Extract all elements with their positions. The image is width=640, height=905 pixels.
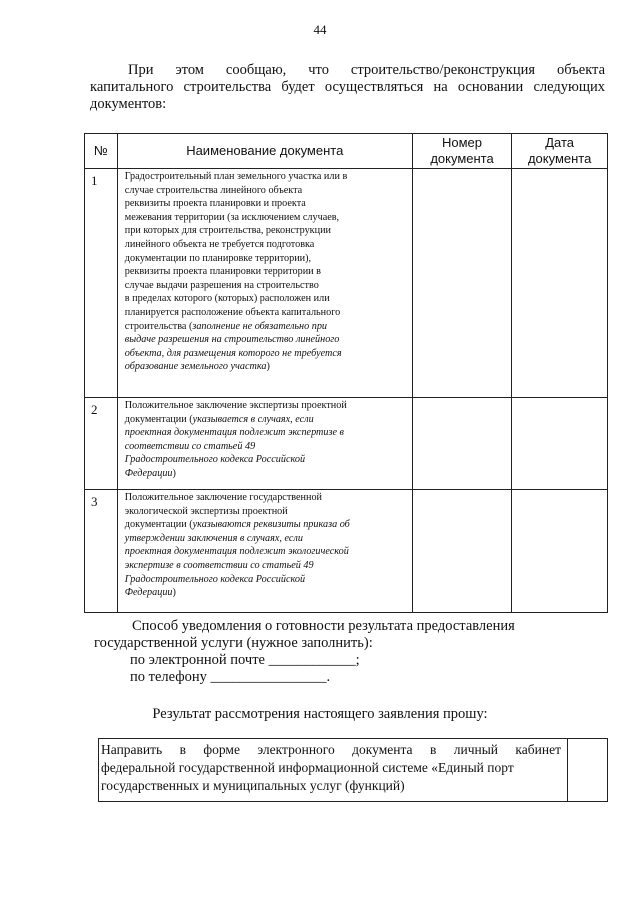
row-text-italic: заполнение не обязательно при [192,320,328,332]
row-text-line: экологической экспертизы проектной [124,505,288,517]
result-option-line-3: государственных и муниципальных услуг (функций) [101,778,405,793]
header-num: № [85,134,118,169]
table-header-row [85,134,608,169]
row-text-italic: утверждении заключения в случаях, если [124,532,303,544]
result-title: Результат рассмотрения настоящего заявления прошу: [152,706,488,722]
row-text-italic: проектная документация подлежит экологической [124,546,349,558]
row-text-italic: Федерации [124,587,173,599]
row-num: 3 [85,490,118,613]
row-text-line [125,573,410,587]
row-document-date[interactable] [512,169,608,398]
row-text-line [125,320,410,334]
row-text-line [125,545,410,559]
intro-line-2: капитального строительства будет осуществляться на основании следующих [90,79,605,95]
row-text-line: реквизиты проекта планировки территории в [124,266,321,278]
row-text-line [125,559,410,573]
notification-section [94,618,544,686]
result-option-text [101,741,561,795]
row-text-italic: указываются реквизиты приказа об [192,519,350,531]
row-text-line: Положительное заключение экспертизы проектной [124,400,347,411]
result-option-line-2: федеральной государственной информационной системе «Единый порт [101,760,514,775]
row-text-plain: ) [172,587,176,599]
row-text-plain: документации ( [124,413,193,425]
notification-line-1: Способ уведомления о готовности результата предоставления [132,618,515,634]
row-num: 1 [85,169,118,398]
documents-table [84,133,608,613]
row-text-italic: Градостроительного кодекса Российской [124,573,306,585]
row-text-line: при которых для строительства, реконструкции [124,225,331,237]
phone-option[interactable]: по телефону ________________. [130,669,331,685]
header-date [512,134,608,169]
row-text-line: Градостроительный план земельного участка или в [124,171,348,182]
header-number-line-2: документа [430,151,494,166]
row-text-line: случае выдачи разрешения на строительство [124,279,319,291]
row-text-italic: экспертизе в соответствии со статьей 49 [124,559,314,571]
row-text-line [125,440,410,454]
row-text-plain: документации ( [124,519,193,531]
row-text-line [125,453,410,467]
row-document-number[interactable] [412,490,512,613]
row-text-italic: Градостроительного кодекса Российской [124,454,306,466]
row-text-line [125,413,410,427]
intro-paragraph [90,62,605,113]
row-text-italic: соответствии со статьей 49 [124,440,256,452]
row-text-italic: указывается в случаях, если [192,413,314,425]
row-text-line: реквизиты проекта планировки и проекта [124,198,306,210]
row-text-line [125,426,410,440]
row-text-line: линейного объекта не требуется подготовка [124,238,315,250]
row-document-name [117,490,412,613]
row-text-line [125,586,410,600]
row-text-line [125,333,410,347]
row-num: 2 [85,398,118,490]
result-option-checkbox[interactable] [567,739,608,801]
row-text-line: планируется расположение объекта капитального [124,306,341,318]
intro-line-1: При этом сообщаю, что строительство/реконструкция объекта [128,62,605,78]
row-text-italic: образование земельного участка [124,361,267,373]
row-text-line: случае строительства линейного объекта [124,184,303,196]
header-number [412,134,512,169]
table-row [85,398,608,490]
row-text-line [125,518,410,532]
row-text-line [125,360,410,374]
header-name: Наименование документа [117,134,412,169]
row-text-line: документации по планировке территории), [124,252,312,264]
row-document-date[interactable] [512,490,608,613]
row-text-plain: строительства ( [124,320,193,332]
row-text-italic: выдаче разрешения на строительство линейного [124,334,340,346]
row-text-plain: ) [266,361,270,373]
row-text-line: в пределах которого (которых) расположен или [124,293,330,305]
row-text-line: Положительное заключение государственной [124,492,322,503]
row-text-line: межевания территории (за исключением случаев, [124,211,340,223]
row-document-date[interactable] [512,398,608,490]
row-text-plain: ) [172,467,176,479]
row-text-italic: проектная документация подлежит экспертизе в [124,427,344,439]
row-text-line [125,467,410,481]
result-option-box [98,738,608,802]
result-option-line-1: Направить в форме электронного документа в личный кабинет [101,742,561,757]
row-document-number[interactable] [412,169,512,398]
table-row [85,490,608,613]
row-text-italic: объекта, для размещения которого не требуется [124,347,342,359]
intro-line-3: документов: [90,96,167,112]
header-number-line-1: Номер [442,135,483,150]
page-number: 44 [313,22,327,37]
row-document-name [117,169,412,398]
notification-line-2: государственной услуги (нужное заполнить): [94,635,373,651]
row-text-line [125,347,410,361]
row-text-line [125,532,410,546]
table-row [85,169,608,398]
header-date-line-1: Дата [545,135,575,150]
row-document-number[interactable] [412,398,512,490]
email-option[interactable]: по электронной почте ____________; [130,652,360,668]
header-date-line-2: документа [527,151,592,166]
row-document-name [117,398,412,490]
row-text-italic: Федерации [124,467,173,479]
